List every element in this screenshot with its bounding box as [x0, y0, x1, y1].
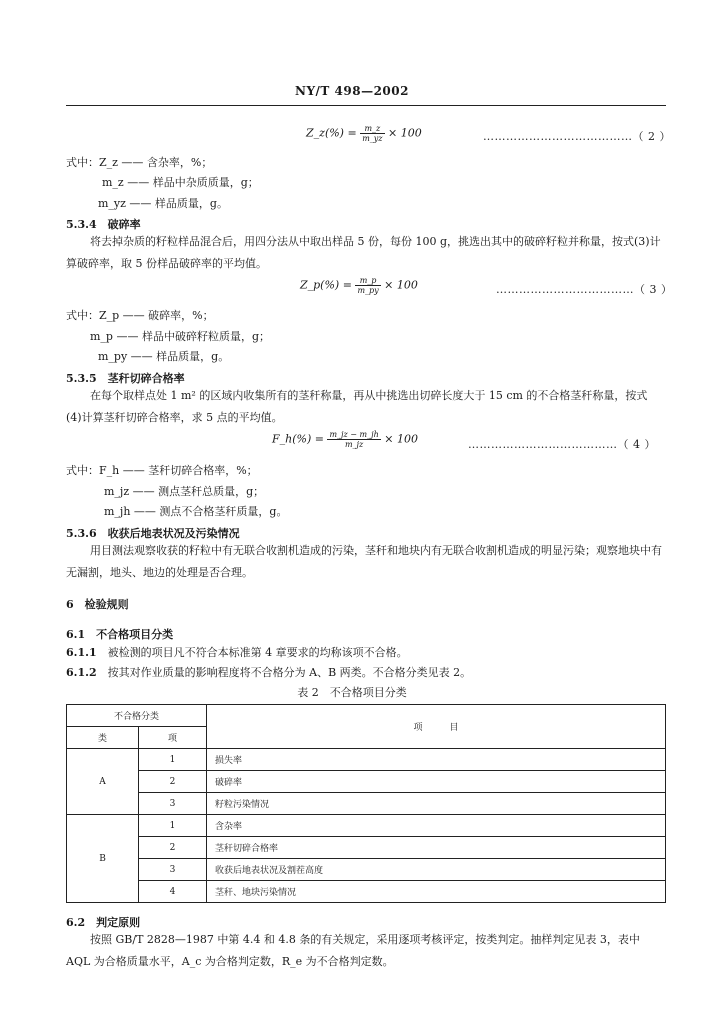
table-row-item: 茎秆切碎合格率 — [207, 837, 666, 859]
clause-6-1-1 — [66, 646, 408, 660]
section-5-3-4-title: 破碎率 — [107, 218, 141, 231]
formula-3-number — [496, 281, 673, 297]
formula-2-lhs: Z_z(%) = — [306, 126, 357, 140]
formula-2-multiplier: × 100 — [388, 126, 422, 140]
section-6-number: 6 — [66, 598, 74, 611]
table-header-item: 项 目 — [207, 705, 666, 749]
section-5-3-6-heading — [66, 525, 240, 541]
table-row-item: 籽粒污染情况 — [207, 793, 666, 815]
formula-2-leader: ………………………………… — [483, 130, 633, 143]
formula-2-denominator: m_yz — [362, 134, 383, 143]
nonconformity-table — [66, 704, 666, 903]
table-class-a: A — [67, 749, 139, 815]
formula-3-fraction — [355, 276, 380, 295]
where-3-line-3: m_py —— 样品质量，g。 — [98, 350, 230, 363]
section-5-3-5-heading — [66, 370, 185, 386]
table-row-no: 3 — [139, 859, 207, 881]
header-rule — [66, 105, 666, 106]
table-header-group: 不合格分类 — [67, 705, 207, 727]
table-header-class: 类 — [67, 727, 139, 749]
clause-6-1-2 — [66, 666, 471, 680]
section-5-3-5-number: 5.3.5 — [66, 372, 97, 385]
formula-2-label: （ 2 ） — [632, 130, 671, 143]
formula-3 — [300, 276, 418, 295]
formula-2 — [306, 124, 422, 143]
section-6-title: 检验规则 — [84, 598, 129, 611]
section-6-2-heading — [66, 914, 140, 930]
table-row-no: 1 — [139, 749, 207, 771]
table-class-b: B — [67, 815, 139, 903]
formula-4-leader: ………………………………… — [468, 438, 618, 451]
section-6-1-number: 6.1 — [66, 628, 86, 641]
clause-6-1-2-number: 6.1.2 — [66, 666, 97, 679]
section-6-2-paragraph: 按照 GB/T 2828—1987 中第 4.4 和 4.8 条的有关规定，采用逐项考核评定，按类判定。抽样判定见表 3，表中 AQL 为合格质量水平，A_c 为合格判定数，R_e 为不合格判定数。 — [66, 933, 640, 968]
section-6-2-title: 判定原则 — [96, 916, 141, 929]
table-row-no: 4 — [139, 881, 207, 903]
section-5-3-4-heading — [66, 216, 141, 232]
formula-4-lhs: F_h(%) = — [272, 432, 324, 446]
formula-3-multiplier: × 100 — [384, 278, 418, 292]
section-6-1-title: 不合格项目分类 — [96, 628, 174, 641]
section-6-heading — [66, 596, 129, 612]
formula-4-label: （ 4 ） — [617, 438, 656, 451]
formula-2-fraction — [360, 124, 384, 143]
formula-4 — [272, 430, 418, 449]
table-row-no: 1 — [139, 815, 207, 837]
table-row-item: 茎秆、地块污染情况 — [207, 881, 666, 903]
formula-4-number — [468, 436, 656, 452]
formula-3-label: （ 3 ） — [634, 283, 673, 296]
where-3-line-1: 式中：Z_p —— 破碎率，%； — [66, 309, 214, 322]
formula-3-denominator: m_py — [357, 286, 379, 295]
table-row-item: 收获后地表状况及割茬高度 — [207, 859, 666, 881]
table-row-item: 损失率 — [207, 749, 666, 771]
clause-6-1-1-number: 6.1.1 — [66, 646, 97, 659]
formula-4-fraction — [327, 430, 380, 449]
where-2-line-1: 式中：Z_z —— 含杂率，%； — [66, 156, 213, 169]
table-header-item-no: 项 — [139, 727, 207, 749]
section-5-3-5-title: 茎秆切碎合格率 — [107, 372, 185, 385]
table-row-no: 2 — [139, 837, 207, 859]
section-5-3-5-paragraph: 在每个取样点处 1 m² 的区域内收集所有的茎秆称量，再从中挑选出切碎长度大于 15 cm 的不合格茎秆称量，按式(4)计算茎秆切碎合格率，求 5 点的平均值。 — [66, 389, 648, 424]
where-2-line-2: m_z —— 样品中杂质质量，g； — [102, 176, 259, 189]
formula-2-number — [483, 128, 671, 144]
standard-code-header: NY/T 498—2002 — [295, 84, 409, 98]
formula-4-numerator: m_jz − m_jh — [329, 430, 379, 439]
formula-3-lhs: Z_p(%) = — [300, 278, 352, 292]
table-row-item: 含杂率 — [207, 815, 666, 837]
formula-3-numerator: m_p — [355, 276, 380, 286]
section-6-2-number: 6.2 — [66, 916, 86, 929]
formula-3-leader: ……………………………… — [496, 283, 634, 296]
formula-4-denominator: m_jz — [344, 440, 364, 449]
clause-6-1-2-text: 按其对作业质量的影响程度将不合格分为 A、B 两类。不合格分类见表 2。 — [107, 666, 472, 679]
clause-6-1-1-text: 被检测的项目凡不符合本标准第 4 章要求的均称该项不合格。 — [107, 646, 408, 659]
table-row-no: 3 — [139, 793, 207, 815]
section-6-1-heading — [66, 626, 173, 642]
where-3-line-2: m_p —— 样品中破碎籽粒质量，g； — [90, 330, 271, 343]
where-2-line-3: m_yz —— 样品质量，g。 — [98, 197, 228, 210]
where-4-line-2: m_jz —— 测点茎秆总质量，g； — [104, 485, 265, 498]
section-5-3-6-title: 收获后地表状况及污染情况 — [107, 527, 240, 540]
table-row-no: 2 — [139, 771, 207, 793]
section-5-3-6-number: 5.3.6 — [66, 527, 97, 540]
where-4-line-1: 式中：F_h —— 茎秆切碎合格率，%； — [66, 464, 258, 477]
formula-2-numerator: m_z — [360, 124, 384, 134]
where-4-line-3: m_jh —— 测点不合格茎秆质量，g。 — [104, 505, 288, 518]
table-row-item: 破碎率 — [207, 771, 666, 793]
section-5-3-4-number: 5.3.4 — [66, 218, 97, 231]
table-2-caption: 表 2 不合格项目分类 — [297, 686, 407, 699]
formula-4-multiplier: × 100 — [384, 432, 418, 446]
section-5-3-6-paragraph: 用目测法观察收获的籽粒中有无联合收割机造成的污染，茎秆和地块内有无联合收割机造成的明显污染；观察地块中有无漏割，地头、地边的处理是否合理。 — [66, 544, 662, 579]
section-5-3-4-paragraph: 将去掉杂质的籽粒样品混合后，用四分法从中取出样品 5 份，每份 100 g，挑选出其中的破碎籽粒并称量，按式(3)计算破碎率，取 5 份样品破碎率的平均值。 — [66, 235, 661, 270]
